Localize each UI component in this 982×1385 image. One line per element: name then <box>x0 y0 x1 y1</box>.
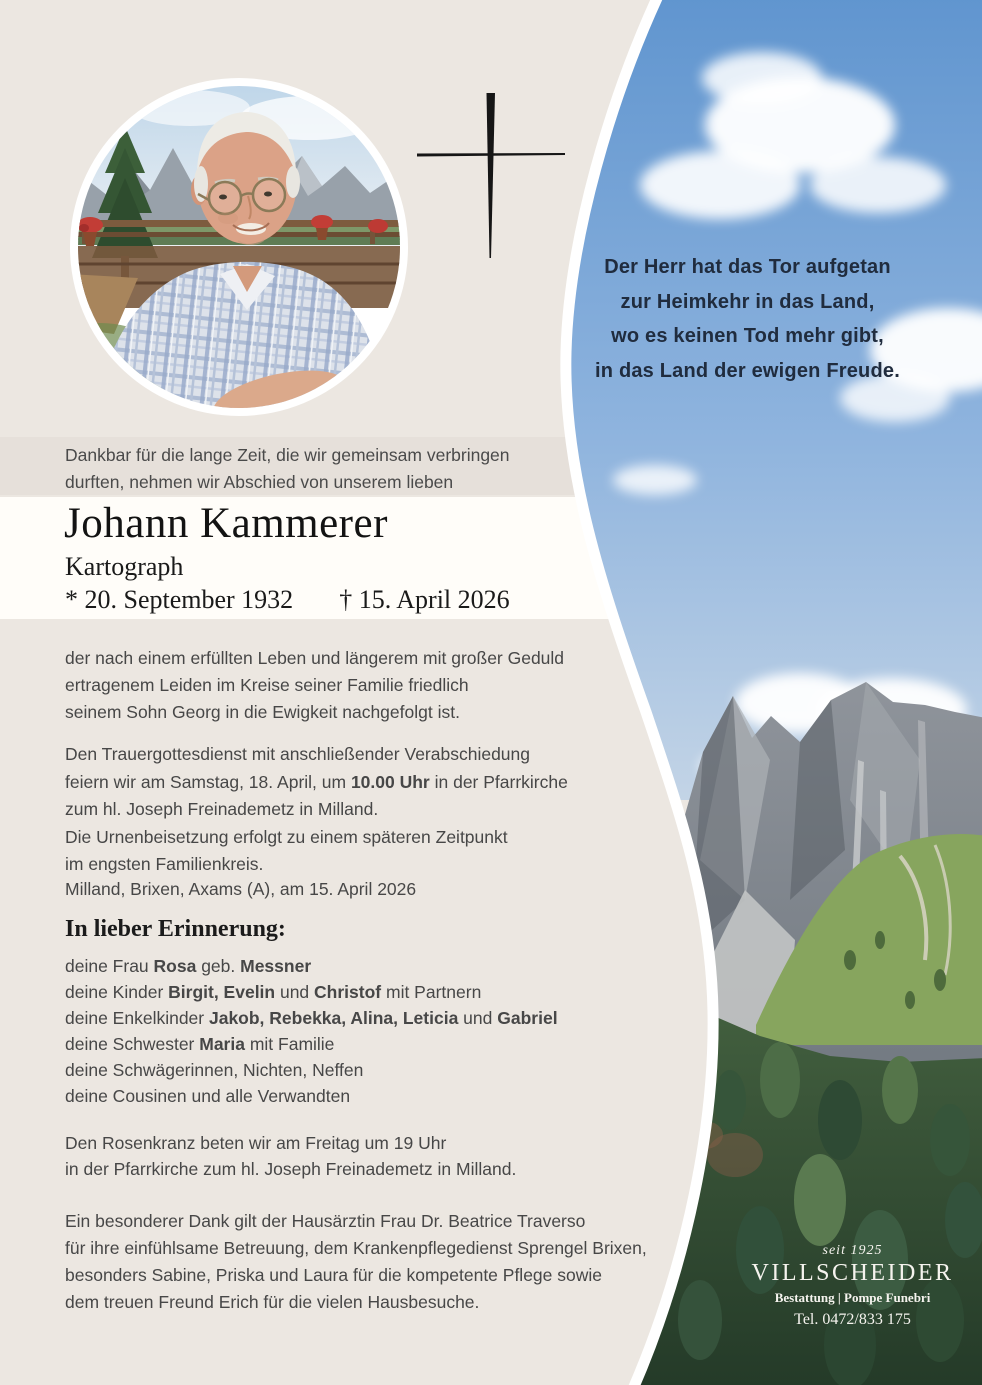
cross-icon <box>400 85 580 270</box>
logo-brand: VILLSCHEIDER <box>751 1260 954 1286</box>
intro-text: Dankbar für die lange Zeit, die wir gemeinsam verbringen durften, nehmen wir Abschied von unserem lieben <box>65 445 510 492</box>
death-date: † 15. April 2026 <box>339 585 510 614</box>
logo-since: seit 1925 <box>822 1243 883 1258</box>
dateline: Milland, Brixen, Axams (A), am 15. April 2026 <box>65 879 417 899</box>
portrait-photo <box>70 78 408 416</box>
thanks-paragraph: Ein besonderer Dank gilt der Hausärztin Frau Dr. Beatrice Traverso für ihre einfühlsame Betreuung, dem Krankenpflegedienst Sprengel Brixen, besonders Sabine, Priska und Laura für die kompetente Pflege sowie dem treuen Freund Erich für die vielen Hausbesuche. <box>65 1211 647 1312</box>
memorial-heading: In lieber Erinnerung: <box>65 916 286 942</box>
birth-date: * 20. September 1932 <box>65 585 294 614</box>
logo-subtitle: Bestattung | Pompe Funebri <box>774 1290 931 1305</box>
deceased-profession: Kartograph <box>65 552 184 581</box>
obituary-paragraph: der nach einem erfüllten Leben und längerem mit großer Geduld ertragenem Leiden im Kreise seiner Familie friedlich seinem Sohn Georg in die Ewigkeit nachgefolgt ist. <box>65 648 565 722</box>
bible-quote: Der Herr hat das Tor aufgetan zur Heimkehr in das Land, wo es keinen Tod mehr gibt, in das Land der ewigen Freude. <box>595 256 900 382</box>
rosary-paragraph: Den Rosenkranz beten wir am Freitag um 19 Uhr in der Pfarrkirche zum hl. Joseph Freinademetz in Milland. <box>65 1133 517 1179</box>
funeral-home-logo <box>745 1243 960 1329</box>
memorial-list: deine Frau Rosa geb. Messner deine Kinder Birgit, Evelin und Christof mit Partnern deine Enkelkinder Jakob, Rebekka, Alina, Leticia und Gabriel deine Schwester Maria mit Familie deine Schwägerinnen, Nichten, Neffen deine Cousinen und alle Verwandten <box>65 956 558 1106</box>
service-paragraph: Den Trauergottesdienst mit anschließender Verabschiedung feiern wir am Samstag, 18. April, um 10.00 Uhr in der Pfarrkirche zum hl. Joseph Freinademetz in Milland. Die Urnenbeisetzung erfolgt zu einem späteren Zeitpunkt im engsten Familienkreis. <box>65 744 568 874</box>
deceased-name: Johann Kammerer <box>64 500 388 547</box>
logo-phone: Tel. 0472/833 175 <box>794 1311 911 1328</box>
